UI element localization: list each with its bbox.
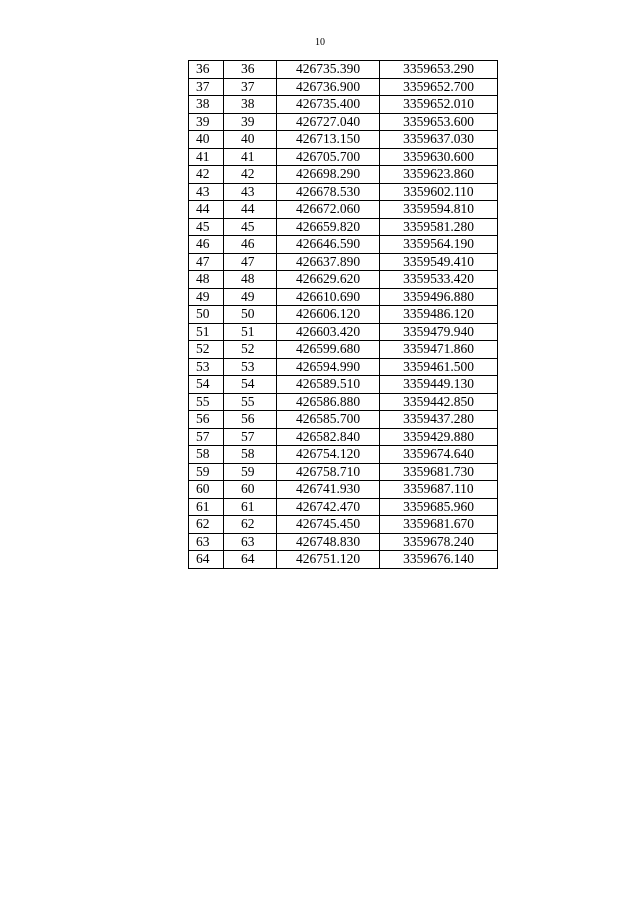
sequence-number-cell: 38 — [224, 96, 277, 114]
table-row — [189, 183, 498, 201]
y-coordinate-cell: 3359549.410 — [380, 253, 498, 271]
point-number-cell: 41 — [189, 148, 224, 166]
sequence-number-cell: 45 — [224, 218, 277, 236]
sequence-number-cell: 48 — [224, 271, 277, 289]
point-number-cell: 44 — [189, 201, 224, 219]
x-coordinate-cell: 426758.710 — [277, 463, 380, 481]
x-coordinate-cell: 426659.820 — [277, 218, 380, 236]
y-coordinate-cell: 3359678.240 — [380, 533, 498, 551]
sequence-number-cell: 59 — [224, 463, 277, 481]
sequence-number-cell: 37 — [224, 78, 277, 96]
x-coordinate-cell: 426599.680 — [277, 341, 380, 359]
table-row — [189, 253, 498, 271]
y-coordinate-cell: 3359533.420 — [380, 271, 498, 289]
sequence-number-cell: 57 — [224, 428, 277, 446]
y-coordinate-cell: 3359653.290 — [380, 61, 498, 79]
x-coordinate-cell: 426745.450 — [277, 516, 380, 534]
y-coordinate-cell: 3359602.110 — [380, 183, 498, 201]
y-coordinate-cell: 3359653.600 — [380, 113, 498, 131]
point-number-cell: 54 — [189, 376, 224, 394]
point-number-cell: 49 — [189, 288, 224, 306]
point-number-cell: 63 — [189, 533, 224, 551]
table-row — [189, 78, 498, 96]
x-coordinate-cell: 426698.290 — [277, 166, 380, 184]
y-coordinate-cell: 3359486.120 — [380, 306, 498, 324]
table-row — [189, 201, 498, 219]
table-row — [189, 411, 498, 429]
table-row — [189, 516, 498, 534]
sequence-number-cell: 44 — [224, 201, 277, 219]
sequence-number-cell: 47 — [224, 253, 277, 271]
y-coordinate-cell: 3359687.110 — [380, 481, 498, 499]
point-number-cell: 47 — [189, 253, 224, 271]
y-coordinate-cell: 3359581.280 — [380, 218, 498, 236]
sequence-number-cell: 61 — [224, 498, 277, 516]
x-coordinate-cell: 426606.120 — [277, 306, 380, 324]
point-number-cell: 62 — [189, 516, 224, 534]
x-coordinate-cell: 426603.420 — [277, 323, 380, 341]
table-row — [189, 61, 498, 79]
x-coordinate-cell: 426735.390 — [277, 61, 380, 79]
sequence-number-cell: 54 — [224, 376, 277, 394]
point-number-cell: 53 — [189, 358, 224, 376]
table-row — [189, 393, 498, 411]
table-row — [189, 533, 498, 551]
y-coordinate-cell: 3359681.730 — [380, 463, 498, 481]
x-coordinate-cell: 426672.060 — [277, 201, 380, 219]
y-coordinate-cell: 3359652.010 — [380, 96, 498, 114]
sequence-number-cell: 60 — [224, 481, 277, 499]
y-coordinate-cell: 3359681.670 — [380, 516, 498, 534]
x-coordinate-cell: 426705.700 — [277, 148, 380, 166]
point-number-cell: 64 — [189, 551, 224, 569]
x-coordinate-cell: 426727.040 — [277, 113, 380, 131]
point-number-cell: 37 — [189, 78, 224, 96]
table-row — [189, 131, 498, 149]
y-coordinate-cell: 3359496.880 — [380, 288, 498, 306]
table-row — [189, 236, 498, 254]
x-coordinate-cell: 426751.120 — [277, 551, 380, 569]
table-row — [189, 323, 498, 341]
y-coordinate-cell: 3359652.700 — [380, 78, 498, 96]
coordinates-table — [188, 60, 498, 569]
sequence-number-cell: 53 — [224, 358, 277, 376]
y-coordinate-cell: 3359630.600 — [380, 148, 498, 166]
sequence-number-cell: 58 — [224, 446, 277, 464]
point-number-cell: 45 — [189, 218, 224, 236]
y-coordinate-cell: 3359449.130 — [380, 376, 498, 394]
page-number: 10 — [315, 37, 325, 48]
y-coordinate-cell: 3359437.280 — [380, 411, 498, 429]
point-number-cell: 50 — [189, 306, 224, 324]
point-number-cell: 48 — [189, 271, 224, 289]
x-coordinate-cell: 426678.530 — [277, 183, 380, 201]
y-coordinate-cell: 3359479.940 — [380, 323, 498, 341]
x-coordinate-cell: 426646.590 — [277, 236, 380, 254]
y-coordinate-cell: 3359429.880 — [380, 428, 498, 446]
y-coordinate-cell: 3359594.810 — [380, 201, 498, 219]
table-row — [189, 358, 498, 376]
table-row — [189, 498, 498, 516]
y-coordinate-cell: 3359623.860 — [380, 166, 498, 184]
table-row — [189, 463, 498, 481]
table-row — [189, 288, 498, 306]
table-row — [189, 341, 498, 359]
table-row — [189, 271, 498, 289]
sequence-number-cell: 42 — [224, 166, 277, 184]
point-number-cell: 38 — [189, 96, 224, 114]
x-coordinate-cell: 426754.120 — [277, 446, 380, 464]
sequence-number-cell: 51 — [224, 323, 277, 341]
table-row — [189, 306, 498, 324]
y-coordinate-cell: 3359674.640 — [380, 446, 498, 464]
point-number-cell: 58 — [189, 446, 224, 464]
x-coordinate-cell: 426742.470 — [277, 498, 380, 516]
point-number-cell: 60 — [189, 481, 224, 499]
table-row — [189, 166, 498, 184]
point-number-cell: 43 — [189, 183, 224, 201]
x-coordinate-cell: 426586.880 — [277, 393, 380, 411]
coordinates-table-body — [189, 61, 498, 569]
sequence-number-cell: 49 — [224, 288, 277, 306]
table-row — [189, 481, 498, 499]
sequence-number-cell: 63 — [224, 533, 277, 551]
point-number-cell: 39 — [189, 113, 224, 131]
y-coordinate-cell: 3359637.030 — [380, 131, 498, 149]
point-number-cell: 42 — [189, 166, 224, 184]
y-coordinate-cell: 3359461.500 — [380, 358, 498, 376]
table-row — [189, 218, 498, 236]
table-row — [189, 551, 498, 569]
table-row — [189, 446, 498, 464]
y-coordinate-cell: 3359676.140 — [380, 551, 498, 569]
x-coordinate-cell: 426585.700 — [277, 411, 380, 429]
sequence-number-cell: 64 — [224, 551, 277, 569]
x-coordinate-cell: 426741.930 — [277, 481, 380, 499]
sequence-number-cell: 62 — [224, 516, 277, 534]
y-coordinate-cell: 3359471.860 — [380, 341, 498, 359]
sequence-number-cell: 40 — [224, 131, 277, 149]
table-row — [189, 113, 498, 131]
x-coordinate-cell: 426610.690 — [277, 288, 380, 306]
point-number-cell: 51 — [189, 323, 224, 341]
x-coordinate-cell: 426748.830 — [277, 533, 380, 551]
point-number-cell: 46 — [189, 236, 224, 254]
sequence-number-cell: 46 — [224, 236, 277, 254]
sequence-number-cell: 36 — [224, 61, 277, 79]
sequence-number-cell: 56 — [224, 411, 277, 429]
point-number-cell: 61 — [189, 498, 224, 516]
sequence-number-cell: 43 — [224, 183, 277, 201]
point-number-cell: 36 — [189, 61, 224, 79]
point-number-cell: 52 — [189, 341, 224, 359]
y-coordinate-cell: 3359442.850 — [380, 393, 498, 411]
sequence-number-cell: 52 — [224, 341, 277, 359]
y-coordinate-cell: 3359564.190 — [380, 236, 498, 254]
sequence-number-cell: 55 — [224, 393, 277, 411]
x-coordinate-cell: 426629.620 — [277, 271, 380, 289]
point-number-cell: 59 — [189, 463, 224, 481]
point-number-cell: 57 — [189, 428, 224, 446]
point-number-cell: 40 — [189, 131, 224, 149]
x-coordinate-cell: 426637.890 — [277, 253, 380, 271]
sequence-number-cell: 50 — [224, 306, 277, 324]
point-number-cell: 55 — [189, 393, 224, 411]
sequence-number-cell: 39 — [224, 113, 277, 131]
x-coordinate-cell: 426713.150 — [277, 131, 380, 149]
sequence-number-cell: 41 — [224, 148, 277, 166]
table-row — [189, 148, 498, 166]
y-coordinate-cell: 3359685.960 — [380, 498, 498, 516]
table-row — [189, 428, 498, 446]
table-row — [189, 96, 498, 114]
x-coordinate-cell: 426736.900 — [277, 78, 380, 96]
x-coordinate-cell: 426735.400 — [277, 96, 380, 114]
x-coordinate-cell: 426594.990 — [277, 358, 380, 376]
x-coordinate-cell: 426582.840 — [277, 428, 380, 446]
table-row — [189, 376, 498, 394]
point-number-cell: 56 — [189, 411, 224, 429]
x-coordinate-cell: 426589.510 — [277, 376, 380, 394]
